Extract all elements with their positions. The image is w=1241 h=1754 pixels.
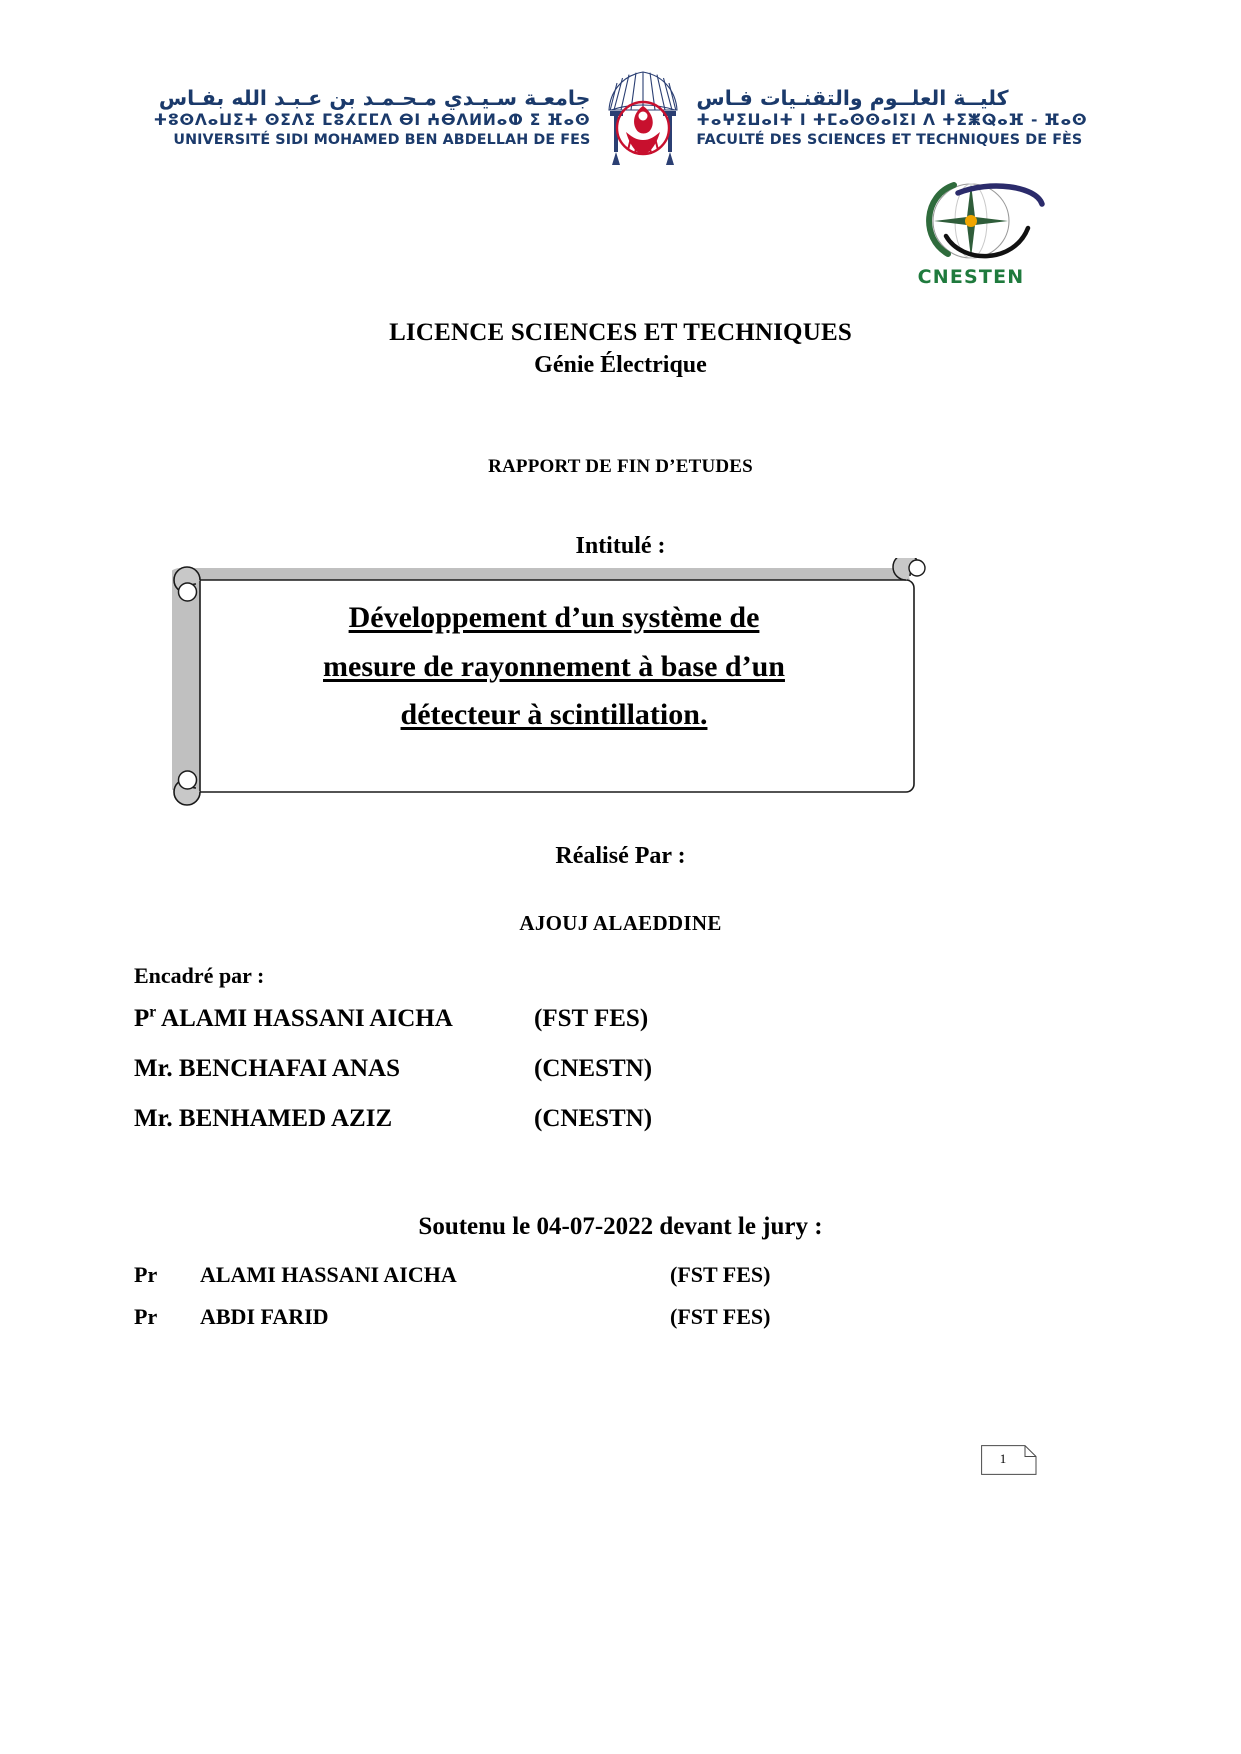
supervisor-rank: Mr.: [134, 1055, 173, 1082]
jury-row: [134, 1262, 1094, 1304]
title-label: Intitulé :: [575, 533, 666, 559]
supervisor-name: [134, 1105, 534, 1133]
jury-affiliation: (FST FES): [670, 1262, 771, 1287]
page-number-box: [981, 1445, 1043, 1485]
thesis-title-line-3: détecteur à scintillation.: [400, 698, 708, 732]
supervisor-name: [134, 1005, 534, 1033]
header-inner: [154, 66, 1088, 171]
jury-affiliation: (FST FES): [670, 1304, 771, 1329]
supervision-label: Encadré par :: [134, 963, 265, 988]
university-name-arabic: جامعـة سـيـدي مـحـمـد بن عـبـد الله بفـاس: [158, 86, 591, 111]
university-text-block: [154, 87, 605, 148]
author-label: Réalisé Par :: [555, 843, 686, 869]
institution-header: [0, 62, 1241, 174]
thesis-title-line-2: mesure de rayonnement à base d’un: [323, 649, 785, 683]
supervisor-affiliation: (CNESTN): [534, 1055, 653, 1082]
title-scroll-box: [172, 558, 928, 808]
university-name-tifinagh: ⵜⵓⵙⴷⴰⵡⵉⵜ ⵙⵉⴷⵉ ⵎⵓⵃⵎⵎⴷ ⴱⵏ ⵄⴱⴷⵍⵍⴰⵀ ⵉ ⴼⴰⵙ: [153, 111, 591, 130]
supervisor-fullname: BENHAMED AZIZ: [178, 1105, 393, 1132]
supervisor-fullname: ALAMI HASSANI AICHA: [161, 1005, 453, 1032]
jury-rank: Pr: [134, 1304, 158, 1329]
thesis-title: [248, 594, 860, 740]
supervisor-rank: P: [134, 1005, 150, 1032]
university-seal-icon: [604, 66, 682, 171]
jury-list: [134, 1262, 1094, 1346]
supervisor-fullname: BENCHAFAI ANAS: [178, 1055, 400, 1082]
page-number: 1: [999, 1451, 1007, 1466]
supervisor-rank-suffix: r: [149, 1003, 157, 1021]
cnesten-label: CNESTEN: [917, 266, 1025, 288]
supervisor-row: [134, 1105, 834, 1155]
supervisor-row: [134, 1005, 834, 1055]
degree-major: Génie Électrique: [534, 352, 707, 378]
jury-name: ABDI FARID: [200, 1304, 329, 1329]
faculty-text-block: [682, 87, 1087, 148]
thesis-title-line-1: Développement d’un système de: [348, 601, 760, 634]
supervisor-affiliation: (CNESTN): [534, 1105, 653, 1132]
cnesten-logo: [886, 176, 1056, 294]
faculty-name-tifinagh: ⵜⴰⵖⵉⵡⴰⵏⵜ ⵏ ⵜⵎⴰⵙⵙⴰⵏⵉⵏ ⴷ ⵜⵉⵥⵕⴰⴼ - ⴼⴰⵙ: [696, 111, 1088, 130]
jury-name: ALAMI HASSANI AICHA: [200, 1262, 457, 1287]
supervisor-list: [134, 1005, 834, 1155]
faculty-name-french: FACULTÉ DES SCIENCES ET TECHNIQUES DE FÈS: [696, 132, 1083, 149]
report-type: RAPPORT DE FIN D’ETUDES: [488, 456, 753, 477]
defense-heading: Soutenu le 04-07-2022 devant le jury :: [418, 1213, 823, 1240]
author-name: AJOUJ ALAEDDINE: [519, 911, 722, 935]
degree-title: LICENCE SCIENCES ET TECHNIQUES: [389, 319, 852, 346]
supervisor-row: [134, 1055, 834, 1105]
cnesten-globe-icon: [886, 176, 1056, 268]
supervisor-affiliation: (FST FES): [534, 1005, 649, 1032]
jury-row: [134, 1304, 1094, 1346]
faculty-name-arabic: كليــة العلــوم والتقنـيات فـاس: [696, 86, 1009, 111]
supervisor-rank: Mr.: [134, 1105, 173, 1132]
university-name-french: UNIVERSITÉ SIDI MOHAMED BEN ABDELLAH DE FES: [173, 132, 591, 149]
supervisor-name: [134, 1055, 534, 1083]
jury-rank: Pr: [134, 1262, 158, 1287]
